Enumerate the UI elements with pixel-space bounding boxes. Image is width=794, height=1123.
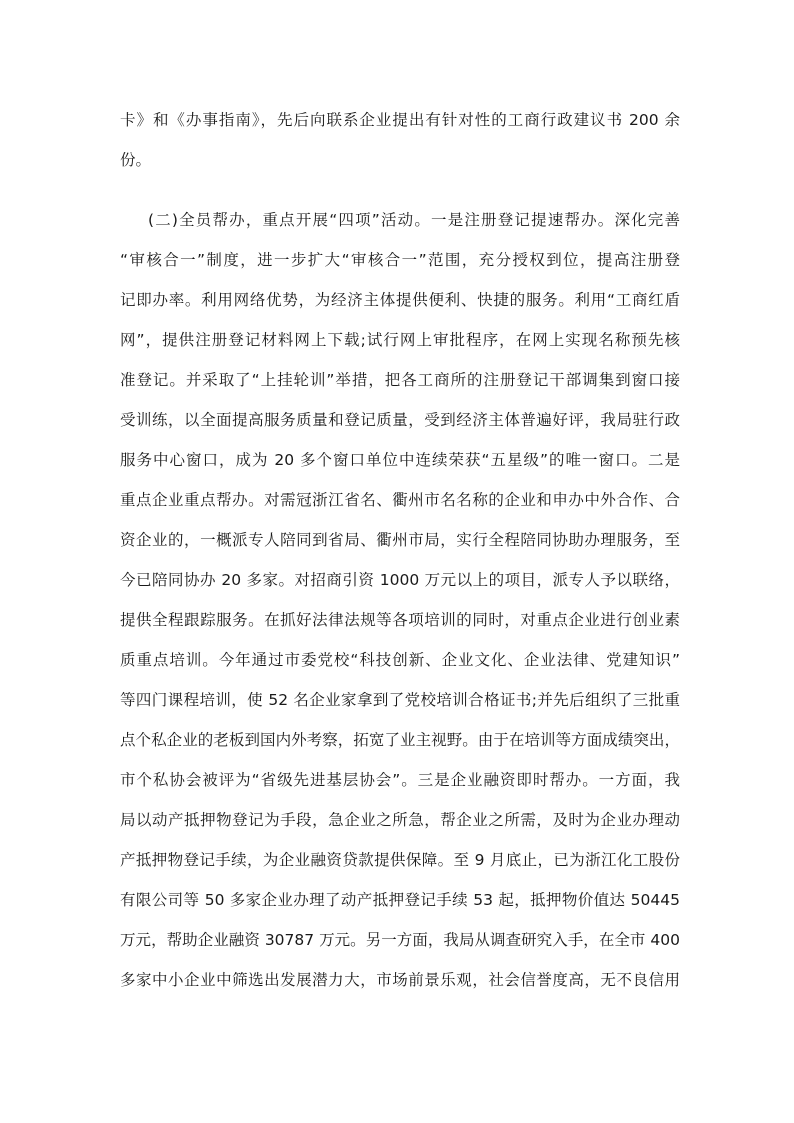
text-line: 等四门课程培训，使 52 名企业家拿到了党校培训合格证书;并先后组织了三批重 [120, 691, 680, 709]
text-line: 产抵押物登记手续，为企业融资贷款提供保障。至 9 月底止，已为浙江化工股份 [120, 851, 680, 869]
text-line: 点个私企业的老板到国内外考察，拓宽了业主视野。由于在培训等方面成绩突出， [120, 731, 680, 749]
text-line: (二)全员帮办，重点开展“四项”活动。一是注册登记提速帮办。深化完善 [148, 211, 680, 229]
text-line: 准登记。并采取了“上挂轮训”举措，把各工商所的注册登记干部调集到窗口接 [120, 371, 680, 389]
text-line: 受训练，以全面提高服务质量和登记质量，受到经济主体普遍好评，我局驻行政 [120, 411, 680, 429]
text-line: 服务中心窗口，成为 20 多个窗口单位中连续荣获“五星级”的唯一窗口。二是 [120, 451, 680, 469]
text-line: 万元，帮助企业融资 30787 万元。另一方面，我局从调查研究入手，在全市 400 [120, 931, 680, 949]
paragraph-2 [120, 200, 680, 1000]
text-line: 提供全程跟踪服务。在抓好法律法规等各项培训的同时，对重点企业进行创业素 [120, 611, 680, 629]
text-line: 市个私协会被评为“省级先进基层协会”。三是企业融资即时帮办。一方面，我 [120, 771, 680, 789]
text-line: 局以动产抵押物登记为手段，急企业之所急，帮企业之所需，及时为企业办理动 [120, 811, 680, 829]
text-line: 网”，提供注册登记材料网上下载;试行网上审批程序，在网上实现名称预先核 [120, 331, 680, 349]
text-line: 卡》和《办事指南》，先后向联系企业提出有针对性的工商行政建议书 200 余 [120, 111, 680, 129]
text-line: 质重点培训。今年通过市委党校“科技创新、企业文化、企业法律、党建知识” [120, 651, 680, 669]
text-line: 资企业的，一概派专人陪同到省局、衢州市局，实行全程陪同协助办理服务，至 [120, 531, 680, 549]
text-line: “审核合一”制度，进一步扩大“审核合一”范围，充分授权到位，提高注册登 [120, 251, 680, 269]
text-line: 记即办率。利用网络优势，为经济主体提供便利、快捷的服务。利用“工商红盾 [120, 291, 680, 309]
text-line: 今已陪同协办 20 多家。对招商引资 1000 万元以上的项目，派专人予以联络， [120, 571, 680, 589]
paragraph-1 [120, 100, 680, 180]
text-line: 重点企业重点帮办。对需冠浙江省名、衢州市名名称的企业和申办中外合作、合 [120, 491, 680, 509]
text-line: 份。 [120, 151, 152, 169]
text-line: 有限公司等 50 多家企业办理了动产抵押登记手续 53 起，抵押物价值达 50445 [120, 891, 680, 909]
text-line: 多家中小企业中筛选出发展潜力大，市场前景乐观，社会信誉度高，无不良信用 [120, 971, 680, 989]
